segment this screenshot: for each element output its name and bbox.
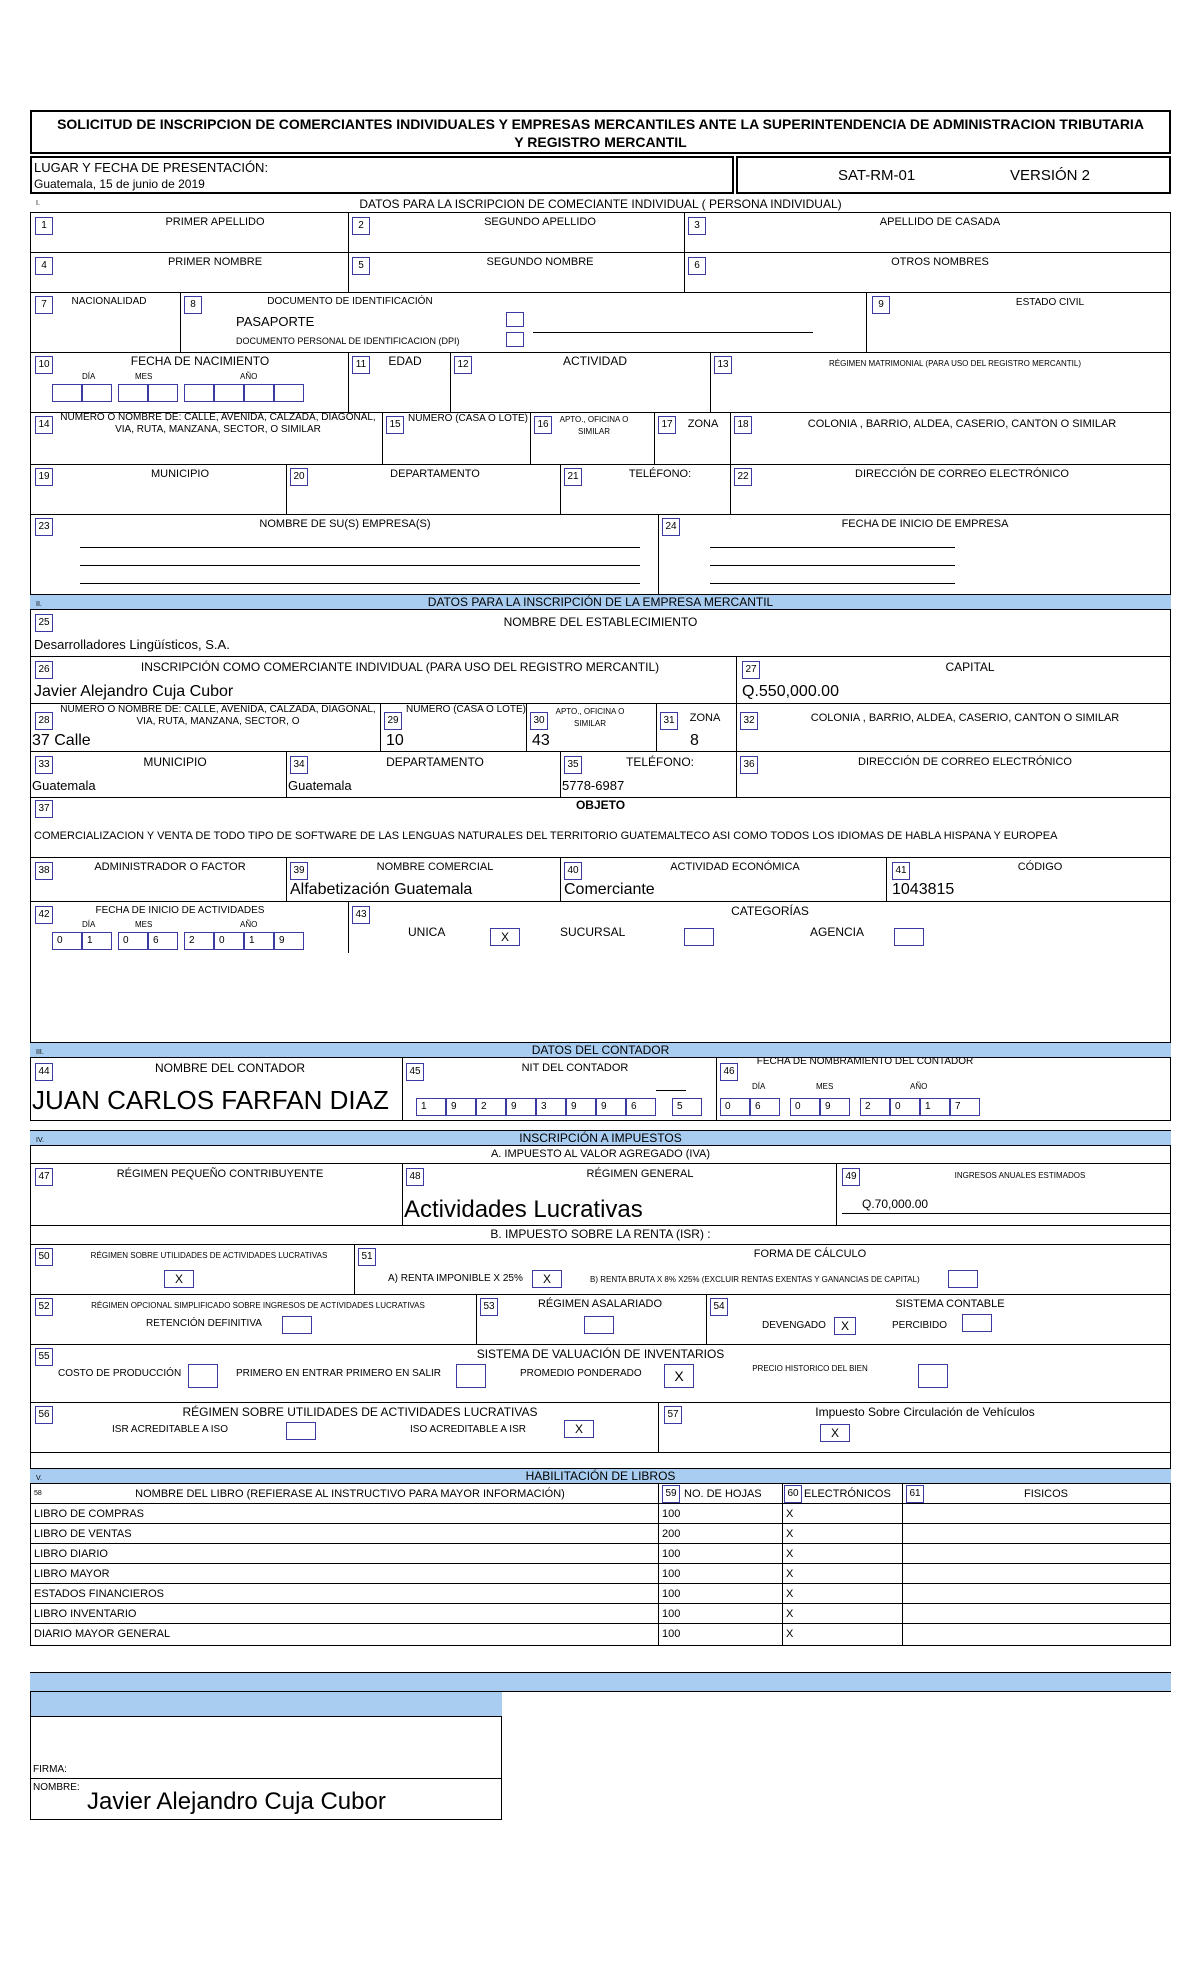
field-number-39: 39 (290, 862, 308, 880)
book-name: ESTADOS FINANCIEROS (34, 1588, 164, 1600)
iso-isr-label: ISO ACREDITABLE A ISR (410, 1424, 526, 1435)
nit-digit[interactable]: 6 (626, 1098, 656, 1116)
field-54-label: SISTEMA CONTABLE (895, 1298, 1005, 1310)
field-58-label: NOMBRE DEL LIBRO (REFIERASE AL INSTRUCTIVO PARA MAYOR INFORMACIÓN) (135, 1488, 565, 1500)
section-5-title: HABILITACIÓN DE LIBROS (525, 1469, 676, 1483)
field-61-label: FISICOS (1023, 1488, 1068, 1500)
signature-box (30, 1692, 502, 1820)
field-27-label: CAPITAL (945, 660, 995, 674)
field-number-44: 44 (35, 1063, 53, 1081)
lugar-box (30, 156, 734, 194)
field-2-label: SEGUNDO APELLIDO (484, 216, 596, 228)
field-number-61: 61 (906, 1485, 924, 1503)
nit-digit[interactable]: 9 (506, 1098, 536, 1116)
circulacion-checkbox[interactable]: X (820, 1424, 850, 1442)
field-25-label: NOMBRE DEL ESTABLECIMIENTO (503, 615, 698, 629)
sucursal-checkbox[interactable] (684, 928, 714, 946)
devengado-label: DEVENGADO (762, 1320, 826, 1331)
field-39-label: NOMBRE COMERCIAL (376, 861, 494, 873)
start-month-label: MES (135, 920, 153, 929)
field-37-label: OBJETO (575, 798, 626, 812)
field-26-label: INSCRIPCIÓN COMO COMERCIANTE INDIVIDUAL (PARA USO DEL REGISTRO MERCANTIL) (140, 660, 660, 674)
field-number-1: 1 (35, 217, 53, 235)
book-electronic: X (786, 1508, 794, 1520)
nombre-label: NOMBRE: (33, 1782, 80, 1793)
book-sheets: 100 (662, 1548, 681, 1560)
subsection-b-title: B. IMPUESTO SOBRE LA RENTA (ISR) : (490, 1227, 711, 1241)
field-41-value: 1043815 (892, 881, 955, 898)
field-number-19: 19 (35, 468, 53, 486)
lugar-label: LUGAR Y FECHA DE PRESENTACIÓN: (34, 160, 269, 175)
field-number-59: 59 (662, 1485, 680, 1503)
start-date-digit[interactable]: 0 (52, 932, 82, 950)
appoint-date-digit[interactable]: 0 (790, 1098, 820, 1116)
birth-day-label: DÍA (82, 372, 96, 381)
appoint-year-label: AÑO (910, 1082, 928, 1091)
field-number-14: 14 (35, 416, 53, 434)
book-name: LIBRO DE COMPRAS (34, 1508, 145, 1520)
section-3-title: DATOS DEL CONTADOR (531, 1043, 670, 1057)
promedio-checkbox[interactable]: X (664, 1364, 694, 1388)
book-name: DIARIO MAYOR GENERAL (34, 1628, 171, 1640)
field-48-label: RÉGIMEN GENERAL (586, 1168, 694, 1180)
start-date-digit[interactable]: 1 (82, 932, 112, 950)
birth-digit[interactable] (52, 384, 82, 402)
field-3-label: APELLIDO DE CASADA (879, 216, 1001, 228)
field-number-38: 38 (35, 862, 53, 880)
field-45-label: NIT DEL CONTADOR (521, 1062, 629, 1074)
start-day-label: DÍA (82, 920, 96, 929)
field-50-checkbox[interactable]: X (164, 1270, 194, 1288)
field-number-31: 31 (660, 712, 678, 730)
book-electronic: X (786, 1588, 794, 1600)
renta-imponible-label: A) RENTA IMPONIBLE X 25% (388, 1273, 523, 1284)
field-number-37: 37 (35, 800, 53, 818)
section-2-roman: II. (36, 601, 42, 608)
book-sheets: 200 (662, 1528, 681, 1540)
historico-label: PRECIO HISTORICO DEL BIEN (752, 1364, 868, 1373)
field-7-label: NACIONALIDAD (71, 296, 147, 307)
field-number-41: 41 (892, 862, 910, 880)
field-53-label: RÉGIMEN ASALARIADO (537, 1298, 663, 1310)
start-date-digit[interactable]: 0 (118, 932, 148, 950)
field-number-45: 45 (406, 1063, 424, 1081)
field-35-label: TELÉFONO: (625, 755, 694, 769)
birth-digit[interactable] (118, 384, 148, 402)
field-10-label: FECHA DE NACIMIENTO (130, 354, 270, 368)
version-box (736, 156, 1171, 194)
promedio-label: PROMEDIO PONDERADO (520, 1368, 642, 1379)
field-number-52: 52 (35, 1298, 53, 1316)
field-1-label: PRIMER APELLIDO (165, 216, 265, 228)
field-31-value: 8 (690, 732, 699, 749)
field-30-value: 43 (532, 732, 550, 749)
field-number-48: 48 (406, 1168, 424, 1186)
field-49-value: Q.70,000.00 (862, 1197, 929, 1211)
field-29-value: 10 (386, 732, 404, 749)
field-number-28: 28 (35, 712, 53, 730)
book-electronic: X (786, 1568, 794, 1580)
field-16-label: APTO., OFICINA O SIMILAR (559, 415, 629, 436)
field-number-6: 6 (688, 257, 706, 275)
field-number-26: 26 (35, 661, 53, 679)
field-18-label: COLONIA , BARRIO, ALDEA, CASERIO, CANTON O SIMILAR (807, 418, 1117, 430)
field-number-15: 15 (386, 416, 404, 434)
field-48-value: Actividades Lucrativas (404, 1196, 643, 1223)
dpi-checkbox[interactable] (506, 332, 524, 347)
field-33-value: Guatemala (32, 778, 96, 793)
field-33-label: MUNICIPIO (143, 755, 207, 769)
field-40-value: Comerciante (564, 881, 655, 898)
field-57-label: Impuesto Sobre Circulación de Vehículos (815, 1405, 1035, 1419)
field-number-5: 5 (352, 257, 370, 275)
field-31-label: ZONA (689, 712, 721, 724)
field-number-36: 36 (740, 756, 758, 774)
nit-check-digit[interactable]: 5 (672, 1098, 702, 1116)
birth-digit[interactable] (214, 384, 244, 402)
nit-digit[interactable]: 3 (536, 1098, 566, 1116)
unica-checkbox[interactable]: X (490, 928, 520, 946)
table-row (30, 1524, 1171, 1544)
field-number-10: 10 (35, 356, 53, 374)
iso-isr-checkbox[interactable]: X (564, 1420, 594, 1438)
asalariado-checkbox[interactable] (584, 1316, 614, 1334)
costo-checkbox[interactable] (188, 1364, 218, 1388)
table-row (30, 1544, 1171, 1564)
field-number-25: 25 (35, 614, 53, 632)
lugar-value: Guatemala, 15 de junio de 2019 (34, 177, 205, 191)
field-8-label: DOCUMENTO DE IDENTIFICACIÓN (267, 296, 433, 307)
book-sheets: 100 (662, 1608, 681, 1620)
start-date-digit[interactable]: 1 (244, 932, 274, 950)
section-4-roman: IV. (36, 1137, 44, 1144)
nit-digit[interactable]: 9 (446, 1098, 476, 1116)
nit-digit[interactable]: 2 (476, 1098, 506, 1116)
field-59-label: NO. DE HOJAS (684, 1488, 762, 1500)
field-26-value: Javier Alejandro Cuja Cubor (34, 683, 234, 700)
birth-digit[interactable] (148, 384, 178, 402)
field-29-label: NUMERO (CASA O LOTE) (406, 704, 527, 715)
field-number-57: 57 (664, 1406, 682, 1424)
field-number-16: 16 (534, 416, 552, 434)
appoint-date-digit[interactable]: 6 (750, 1098, 780, 1116)
appoint-date-digit[interactable]: 2 (860, 1098, 890, 1116)
nombre-value: Javier Alejandro Cuja Cubor (87, 1788, 386, 1815)
nit-digit[interactable]: 9 (566, 1098, 596, 1116)
field-60-label: ELECTRÓNICOS (804, 1488, 891, 1500)
field-number-23: 23 (35, 518, 53, 536)
field-37-value: COMERCIALIZACION Y VENTA DE TODO TIPO DE SOFTWARE DE LAS LENGUAS NATURALES DEL TERRITORIO GUATEMALTECO ASI COMO TODOS LOS IDIOMAS DE HABLA HISPANA Y EUROPEA (34, 830, 1058, 842)
field-number-46: 46 (720, 1063, 738, 1081)
section-2-band (30, 594, 1171, 610)
agencia-label: AGENCIA (810, 925, 865, 939)
field-28-value: 37 Calle (32, 732, 91, 749)
field-12-label: ACTIVIDAD (562, 354, 627, 368)
start-date-digit[interactable]: 6 (148, 932, 178, 950)
books-header-row (30, 1484, 1171, 1504)
field-49-label: INGRESOS ANUALES ESTIMADOS (954, 1171, 1086, 1180)
bottom-band (30, 1672, 1171, 1692)
nit-digit[interactable]: 9 (596, 1098, 626, 1116)
birth-digit[interactable] (184, 384, 214, 402)
field-number-20: 20 (290, 468, 308, 486)
sucursal-label: SUCURSAL (560, 925, 626, 939)
costo-label: COSTO DE PRODUCCIÓN (58, 1368, 182, 1379)
book-sheets: 100 (662, 1628, 681, 1640)
field-51-label: FORMA DE CÁLCULO (753, 1248, 867, 1260)
book-sheets: 100 (662, 1588, 681, 1600)
subsection-a-title: A. IMPUESTO AL VALOR AGREGADO (IVA) (490, 1148, 711, 1160)
appoint-date-digit[interactable]: 0 (720, 1098, 750, 1116)
field-38-label: ADMINISTRADOR O FACTOR (94, 861, 246, 873)
renta-imponible-checkbox[interactable]: X (532, 1270, 562, 1288)
firma-label: FIRMA: (33, 1764, 67, 1775)
field-39-value: Alfabetización Guatemala (290, 881, 473, 898)
appoint-date-digit[interactable]: 9 (820, 1098, 850, 1116)
book-electronic: X (786, 1528, 794, 1540)
field-number-7: 7 (35, 296, 53, 314)
field-number-3: 3 (688, 217, 706, 235)
appoint-date-digit[interactable]: 0 (890, 1098, 920, 1116)
field-number-17: 17 (658, 416, 676, 434)
appoint-month-label: MES (816, 1082, 834, 1091)
field-30-label: APTO., OFICINA O SIMILAR (555, 707, 625, 728)
field-number-13: 13 (714, 356, 732, 374)
section-4-title: INSCRIPCIÓN A IMPUESTOS (519, 1131, 682, 1145)
field-50-label: RÉGIMEN SOBRE UTILIDADES DE ACTIVIDADES LUCRATIVAS (90, 1251, 328, 1260)
field-number-40: 40 (564, 862, 582, 880)
table-row (30, 1584, 1171, 1604)
field-number-56: 56 (35, 1406, 53, 1424)
field-13-label: RÉGIMEN MATRIMONIAL (PARA USO DEL REGISTRO MERCANTIL) (828, 359, 1082, 368)
field-number-49: 49 (842, 1168, 860, 1186)
start-date-digit[interactable]: 2 (184, 932, 214, 950)
field-19-label: MUNICIPIO (150, 468, 210, 480)
field-36-label: DIRECCIÓN DE CORREO ELECTRÓNICO (858, 756, 1072, 768)
book-electronic: X (786, 1628, 794, 1640)
field-number-53: 53 (480, 1298, 498, 1316)
appoint-date-digit[interactable]: 1 (920, 1098, 950, 1116)
field-17-label: ZONA (687, 418, 719, 430)
field-22-label: DIRECCIÓN DE CORREO ELECTRÓNICO (855, 468, 1069, 480)
retencion-checkbox[interactable] (282, 1316, 312, 1334)
field-28-label: NUMERO O NOMBRE DE: CALLE, AVENIDA, CALZADA, DIAGONAL, VIA, RUTA, MANZANA, SECTOR, O (60, 704, 376, 727)
section-2-title: DATOS PARA LA INSCRIPCIÓN DE LA EMPRESA MERCANTIL (427, 595, 774, 609)
birth-digit[interactable] (82, 384, 112, 402)
section-5-band (30, 1468, 1171, 1484)
renta-bruta-label: B) RENTA BRUTA X 8% X25% (EXCLUIR RENTAS EXENTAS Y GANANCIAS DE CAPITAL) (590, 1275, 920, 1284)
field-14-label: NUMERO O NOMBRE DE: CALLE, AVENIDA, CALZADA, DIAGONAL, VIA, RUTA, MANZANA, SECTOR, O SIMILAR (60, 412, 376, 435)
birth-month-label: MES (135, 372, 153, 381)
book-sheets: 100 (662, 1568, 681, 1580)
renta-bruta-checkbox[interactable] (948, 1270, 978, 1288)
birth-digit[interactable] (244, 384, 274, 402)
field-number-58: 58 (34, 1490, 42, 1497)
historico-checkbox[interactable] (918, 1364, 948, 1388)
start-date-digit[interactable]: 0 (214, 932, 244, 950)
birth-year-label: AÑO (240, 372, 258, 381)
title-box (30, 110, 1171, 154)
field-number-47: 47 (35, 1168, 53, 1186)
peps-label: PRIMERO EN ENTRAR PRIMERO EN SALIR (236, 1368, 442, 1379)
field-42-label: FECHA DE INICIO DE ACTIVIDADES (95, 905, 265, 916)
field-24-label: FECHA DE INICIO DE EMPRESA (841, 518, 1009, 530)
field-number-33: 33 (35, 756, 53, 774)
field-number-60: 60 (784, 1485, 802, 1503)
book-name: LIBRO INVENTARIO (34, 1608, 137, 1620)
isr-iso-checkbox[interactable] (286, 1422, 316, 1440)
percibido-label: PERCIBIDO (892, 1320, 948, 1331)
field-46-label: FECHA DE NOMBRAMIENTO DEL CONTADOR (756, 1056, 974, 1067)
field-number-29: 29 (384, 712, 402, 730)
field-20-label: DEPARTAMENTO (390, 468, 480, 480)
field-32-label: COLONIA , BARRIO, ALDEA, CASERIO, CANTON O SIMILAR (810, 712, 1120, 724)
field-34-label: DEPARTAMENTO (386, 755, 484, 769)
field-25-value: Desarrolladores Lingüísticos, S.A. (34, 637, 230, 652)
form-code: SAT-RM-01 (838, 167, 916, 184)
nit-digit[interactable]: 1 (416, 1098, 446, 1116)
table-row (30, 1604, 1171, 1624)
book-electronic: X (786, 1608, 794, 1620)
start-year-label: AÑO (240, 920, 258, 929)
peps-checkbox[interactable] (456, 1364, 486, 1388)
field-number-11: 11 (352, 356, 370, 374)
section-1-roman: I. (36, 200, 40, 207)
field-52-label: RÉGIMEN OPCIONAL SIMPLIFICADO SOBRE INGRESOS DE ACTIVIDADES LUCRATIVAS (91, 1301, 425, 1310)
isr-iso-label: ISR ACREDITABLE A ISO (112, 1424, 228, 1435)
field-number-12: 12 (454, 356, 472, 374)
field-number-51: 51 (358, 1248, 376, 1266)
appoint-date-digit[interactable]: 7 (950, 1098, 980, 1116)
table-row (30, 1504, 1171, 1524)
pasaporte-checkbox[interactable] (506, 312, 524, 327)
field-number-2: 2 (352, 217, 370, 235)
unica-label: UNICA (408, 925, 446, 939)
section-4-band (30, 1130, 1171, 1146)
book-name: LIBRO DIARIO (34, 1548, 108, 1560)
field-35-value: 5778-6987 (562, 778, 625, 793)
signature-band (31, 1692, 502, 1717)
field-56-label: RÉGIMEN SOBRE UTILIDADES DE ACTIVIDADES LUCRATIVAS (182, 1405, 538, 1419)
field-number-4: 4 (35, 257, 53, 275)
agencia-checkbox[interactable] (894, 928, 924, 946)
section-5-roman: V. (36, 1475, 42, 1482)
field-34-value: Guatemala (288, 778, 352, 793)
book-sheets: 100 (662, 1508, 681, 1520)
table-row (30, 1624, 1171, 1646)
field-number-8: 8 (184, 296, 202, 314)
section-2-body (30, 610, 1171, 1044)
field-number-18: 18 (734, 416, 752, 434)
field-number-30: 30 (530, 712, 548, 730)
section-1-title: DATOS PARA LA ISCRIPCION DE COMECIANTE INDIVIDUAL ( PERSONA INDIVIDUAL) (359, 197, 842, 211)
field-21-label: TELÉFONO: (628, 468, 692, 480)
field-44-value: JUAN CARLOS FARFAN DIAZ (32, 1085, 389, 1115)
field-23-label: NOMBRE DE SU(S) EMPRESA(S) (259, 518, 431, 530)
devengado-checkbox[interactable]: X (834, 1317, 856, 1335)
field-number-24: 24 (662, 518, 680, 536)
book-name: LIBRO DE VENTAS (34, 1528, 132, 1540)
field-15-label: NUMERO (CASA O LOTE) (408, 413, 529, 424)
table-row (30, 1564, 1171, 1584)
pasaporte-label: PASAPORTE (236, 314, 315, 329)
field-40-label: ACTIVIDAD ECONÓMICA (670, 861, 800, 873)
birth-digit[interactable] (274, 384, 304, 402)
dpi-label: DOCUMENTO PERSONAL DE IDENTIFICACION (DPI) (236, 336, 460, 346)
field-number-21: 21 (564, 468, 582, 486)
field-44-label: NOMBRE DEL CONTADOR (154, 1061, 305, 1075)
field-27-value: Q.550,000.00 (742, 683, 839, 700)
field-number-22: 22 (734, 468, 752, 486)
retencion-label: RETENCIÓN DEFINITIVA (146, 1318, 262, 1329)
field-5-label: SEGUNDO NOMBRE (486, 256, 594, 268)
book-electronic: X (786, 1548, 794, 1560)
field-number-35: 35 (564, 756, 582, 774)
field-number-50: 50 (35, 1248, 53, 1266)
book-name: LIBRO MAYOR (34, 1568, 110, 1580)
form-title: SOLICITUD DE INSCRIPCION DE COMERCIANTES INDIVIDUALES Y EMPRESAS MERCANTILES ANTE LA SUPERINTENDENCIA DE ADMINISTRACION TRIBUTARIA Y REGISTRO MERCANTIL (57, 116, 1144, 150)
field-55-label: SISTEMA DE VALUACIÓN DE INVENTARIOS (476, 1347, 725, 1361)
field-number-43: 43 (352, 906, 370, 924)
percibido-checkbox[interactable] (962, 1314, 992, 1332)
start-date-digit[interactable]: 9 (274, 932, 304, 950)
field-47-label: RÉGIMEN PEQUEÑO CONTRIBUYENTE (116, 1168, 324, 1180)
field-number-42: 42 (35, 906, 53, 924)
field-6-label: OTROS NOMBRES (891, 256, 989, 268)
field-number-32: 32 (740, 712, 758, 730)
field-9-label: ESTADO CIVIL (1015, 297, 1085, 308)
field-11-label: EDAD (388, 354, 422, 368)
field-4-label: PRIMER NOMBRE (167, 256, 263, 268)
form-version: VERSIÓN 2 (1010, 167, 1091, 184)
field-41-label: CÓDIGO (1017, 861, 1063, 873)
field-number-9: 9 (872, 296, 890, 314)
field-number-34: 34 (290, 756, 308, 774)
section-1-header (30, 196, 1171, 213)
field-number-55: 55 (35, 1348, 53, 1366)
field-number-54: 54 (710, 1298, 728, 1316)
field-43-label: CATEGORÍAS (731, 904, 809, 918)
field-number-27: 27 (742, 661, 760, 679)
section-3-band (30, 1042, 1171, 1058)
appoint-day-label: DÍA (752, 1082, 766, 1091)
section-3-roman: III. (36, 1049, 44, 1056)
